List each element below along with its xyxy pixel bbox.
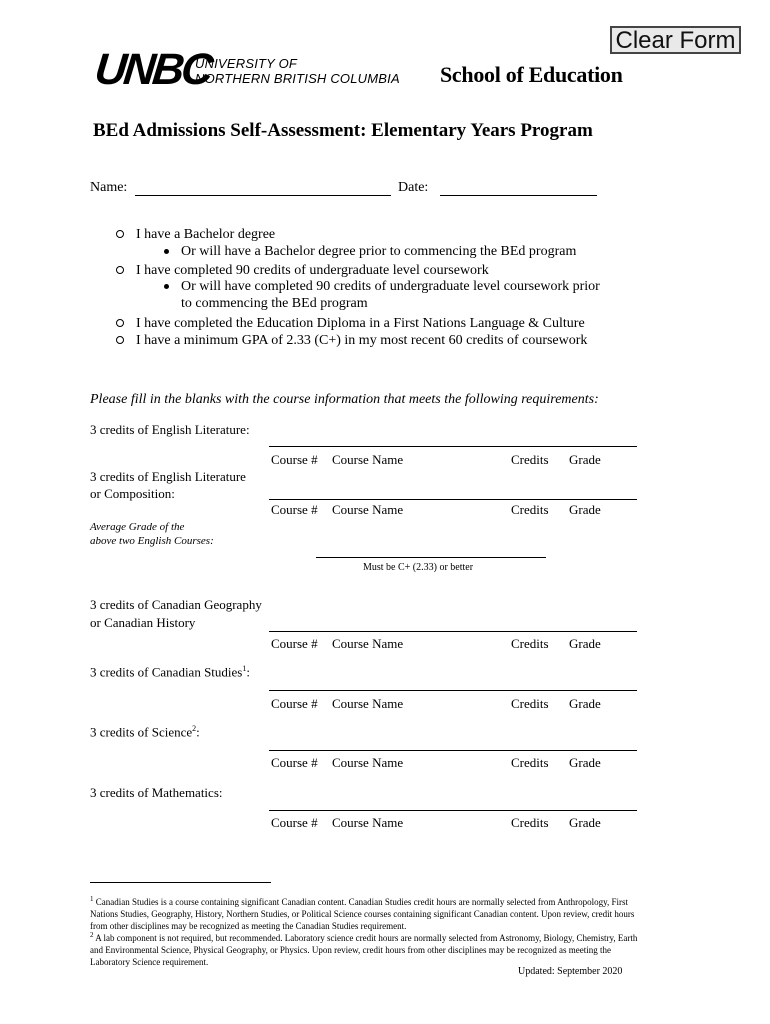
checkbox-bachelor[interactable] (116, 230, 124, 238)
col-course-name: Course Name (332, 636, 404, 651)
req-cdn-studies-text: 3 credits of Canadian Studies (90, 664, 243, 680)
option-90-credits-sub-cont: to commencing the BEd program (181, 296, 368, 311)
checkbox-education-diploma[interactable] (116, 319, 124, 327)
col-course-name: Course Name (332, 502, 404, 517)
col-course-name: Course Name (332, 815, 404, 830)
university-line-1: UNIVERSITY OF (195, 56, 298, 71)
bullet-icon (164, 284, 169, 289)
date-field[interactable] (440, 195, 597, 196)
avg-grade-label-1: Average Grade of the (90, 521, 185, 533)
page-title: BEd Admissions Self-Assessment: Elementary Years Program (93, 120, 593, 141)
col-course-name: Course Name (332, 755, 404, 770)
english-comp-field[interactable] (269, 499, 637, 500)
footnote-ref-1: 1 (242, 664, 247, 673)
col-course-num: Course # (271, 452, 318, 467)
col-credits: Credits (511, 636, 549, 651)
option-90-credits: I have completed 90 credits of undergraduate level coursework (136, 263, 489, 278)
footnote-1-text: Canadian Studies is a course containing significant Canadian content. Canadian Studies credit hours are normally selected from Anthropology, First Nations Studies, Geography, History, Northern Studies, or Political Science courses containing significant Canadian content. Upon review, credit hours from other disciplines may be recognized as meeting the Canadian Studies requirement. (90, 897, 635, 931)
req-english-lit: 3 credits of English Literature: (90, 422, 250, 437)
checkbox-gpa[interactable] (116, 336, 124, 344)
col-credits: Credits (511, 696, 549, 711)
col-credits: Credits (511, 502, 549, 517)
req-science-text: 3 credits of Science (90, 724, 193, 740)
req-math: 3 credits of Mathematics: (90, 785, 223, 800)
name-label: Name: (90, 180, 128, 195)
req-cdn-geo-2: or Canadian History (90, 615, 196, 630)
option-bachelor-sub: Or will have a Bachelor degree prior to commencing the BEd program (181, 244, 577, 259)
col-grade: Grade (569, 636, 601, 651)
col-course-num: Course # (271, 696, 318, 711)
name-field[interactable] (135, 195, 391, 196)
option-90-credits-sub: Or will have completed 90 credits of undergraduate level coursework prior (181, 279, 600, 294)
date-label: Date: (398, 180, 429, 195)
avg-grade-label (90, 520, 214, 548)
avg-grade-field[interactable] (316, 557, 546, 558)
science-field[interactable] (269, 750, 637, 751)
col-grade: Grade (569, 755, 601, 770)
option-bachelor: I have a Bachelor degree (136, 227, 276, 242)
bullet-icon (164, 249, 169, 254)
avg-grade-note: Must be C+ (2.33) or better (363, 562, 474, 573)
option-gpa: I have a minimum GPA of 2.33 (C+) in my most recent 60 credits of coursework (136, 333, 588, 348)
university-name (195, 56, 400, 86)
avg-grade-label-2: above two English Courses: (90, 535, 214, 547)
footnote-2-num: 2 (90, 931, 94, 939)
req-english-comp: 3 credits of English Literature (90, 469, 246, 484)
col-course-num: Course # (271, 502, 318, 517)
math-field[interactable] (269, 810, 637, 811)
col-credits: Credits (511, 755, 549, 770)
col-grade: Grade (569, 452, 601, 467)
school-heading: School of Education (440, 62, 623, 87)
req-english-comp-2: or Composition: (90, 486, 175, 501)
instructions: Please fill in the blanks with the course information that meets the following requirements: (90, 392, 599, 407)
req-cdn-geo: 3 credits of Canadian Geography (90, 597, 262, 612)
col-credits: Credits (511, 815, 549, 830)
footnote-1-num: 1 (90, 895, 94, 903)
req-cdn-studies: 3 credits of Canadian Studies$^1$: (90, 664, 250, 680)
option-education-diploma: I have completed the Education Diploma in a First Nations Language & Culture (136, 316, 585, 331)
footnote-1 (90, 893, 650, 932)
col-course-num: Course # (271, 815, 318, 830)
unbc-logo: UNBC (92, 45, 213, 94)
cdn-studies-field[interactable] (269, 690, 637, 691)
req-science: 3 credits of Science$^2$: (90, 724, 200, 740)
updated-date: Updated: September 2020 (518, 966, 623, 977)
col-grade: Grade (569, 815, 601, 830)
footnote-2-text: A lab component is not required, but recommended. Laboratory science credit hours are normally selected from Astronomy, Biology, Chemistry, Earth and Environmental Science, Physical Geography, or Physics. Upon review, credit hours from other disciplines may be recognized as meeting the Laboratory Science requirement. (90, 933, 638, 967)
col-credits: Credits (511, 452, 549, 467)
col-course-name: Course Name (332, 696, 404, 711)
footnote-ref-2: 2 (192, 724, 197, 733)
footnote-divider (90, 882, 271, 883)
checkbox-90-credits[interactable] (116, 266, 124, 274)
english-lit-field[interactable] (269, 446, 637, 447)
clear-form-button[interactable]: Clear Form (610, 26, 741, 54)
col-grade: Grade (569, 502, 601, 517)
col-grade: Grade (569, 696, 601, 711)
footnote-2 (90, 929, 650, 968)
col-course-name: Course Name (332, 452, 404, 467)
col-course-num: Course # (271, 755, 318, 770)
university-line-2: NORTHERN BRITISH COLUMBIA (195, 71, 400, 86)
col-course-num: Course # (271, 636, 318, 651)
cdn-geo-field[interactable] (269, 631, 637, 632)
